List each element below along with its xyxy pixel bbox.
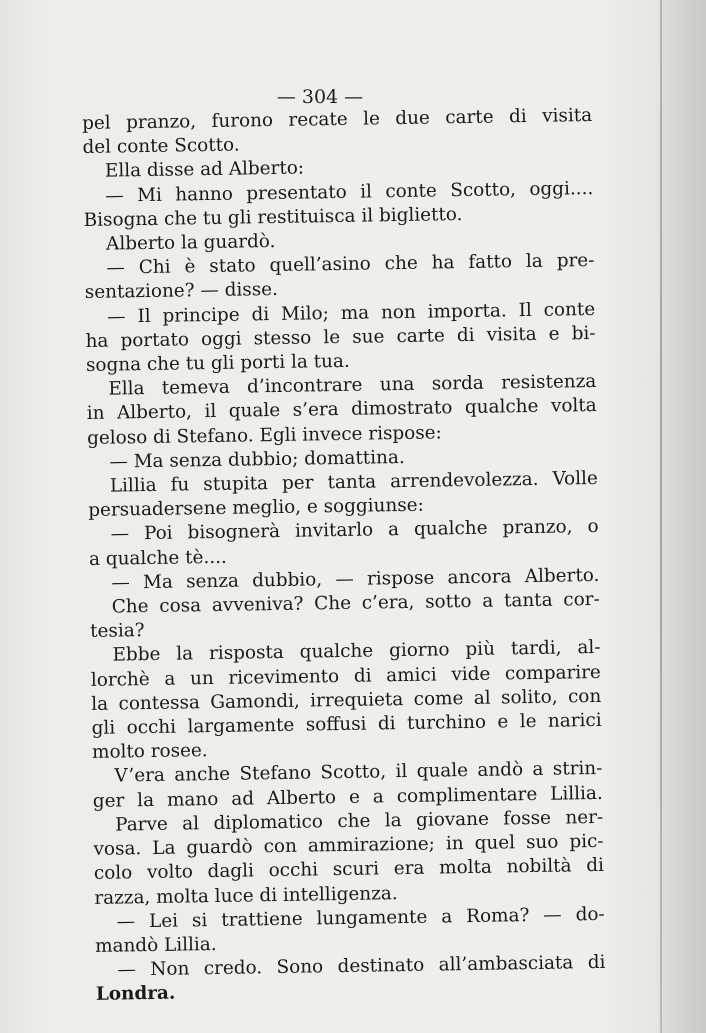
text-line: — Lei si trattiene lungamente a Roma? — do- [116, 903, 605, 933]
text-line: sentazione? — disse. [84, 279, 279, 304]
text-line: — Non credo. Sono destinato all’ambasciata di [117, 951, 606, 981]
text-line: a qualche tè.... [88, 546, 227, 570]
text-line: — Ma senza dubbio, — rispose ancora Alberto. [111, 564, 600, 594]
text-line: razza, molta luce di intelligenza. [94, 882, 398, 909]
text-line: sogna che tu gli porti la tua. [85, 350, 350, 376]
text-line: molto rosee. [91, 740, 208, 764]
text-line: del conte Scotto. [82, 134, 240, 159]
text-line: Ebbe la risposta qualche giorno più tardi, al- [112, 637, 601, 667]
text-line: ger la mano ad Alberto e a complimentare Lillia. [92, 782, 603, 812]
text-line: mandò Lillia. [94, 933, 217, 957]
text-line: V’era anche Stefano Scotto, il quale andò a strin- [114, 758, 603, 788]
page-number: — 304 — [276, 86, 364, 108]
text-line: — Chi è stato quell’asino che ha fatto la pre- [106, 250, 595, 279]
text-line: — Poi bisognerà invitarlo a qualche pranzo, o [110, 516, 599, 546]
text-line: Londra. [95, 982, 176, 1006]
text-line: in Alberto, il quale s’era dimostrato qualche volta [86, 395, 597, 425]
text-line: pel pranzo, furono recate le due carte di visita [82, 104, 593, 134]
text-line: Che cosa avveniva? Che c’era, sotto a tanta cor- [111, 588, 600, 618]
text-line: lorchè a un ricevimento di amici vide comparire [90, 661, 602, 691]
body-text [82, 104, 606, 1007]
text-line: vosa. La guardò con ammirazione; in quel suo pic- [93, 830, 604, 861]
text-line: Bisogna che tu gli restituisca il biglietto. [83, 203, 463, 231]
text-line: gli occhi largamente soffusi di turchino e le narici [91, 709, 602, 740]
text-line: la contessa Gamondi, irrequieta come al solito, con [91, 685, 602, 715]
page-edge-shadow [662, 0, 706, 1033]
text-line: geloso di Stefano. Egli invece rispose: [86, 422, 442, 449]
text-line: — Ma senza dubbio; domattina. [109, 446, 405, 473]
text-line: colo volto dagli occhi scuri era molta nobiltà di [93, 855, 605, 885]
text-line: Alberto la guardò. [105, 230, 276, 255]
text-line: ha portato oggi stesso le sue carte di visita e bi- [85, 322, 596, 352]
text-line: Lillia fu stupita per tanta arrendevolezza. Volle [109, 467, 598, 497]
text-line: — Il principe di Milo; ma non importa. Il conte [107, 298, 596, 328]
text-line: Ella disse ad Alberto: [104, 157, 305, 183]
text-line: Parve al diplomatico che la giovane fosse ner- [115, 806, 604, 836]
text-line: tesia? [89, 620, 145, 643]
text-line: Ella temeva d’incontrare una sorda resistenza [108, 371, 597, 400]
text-line: persuadersene meglio, e soggiunse: [88, 494, 424, 522]
text-line: — Mi hanno presentato il conte Scotto, oggi.... [105, 177, 594, 207]
page-fold-line [660, 0, 662, 1033]
